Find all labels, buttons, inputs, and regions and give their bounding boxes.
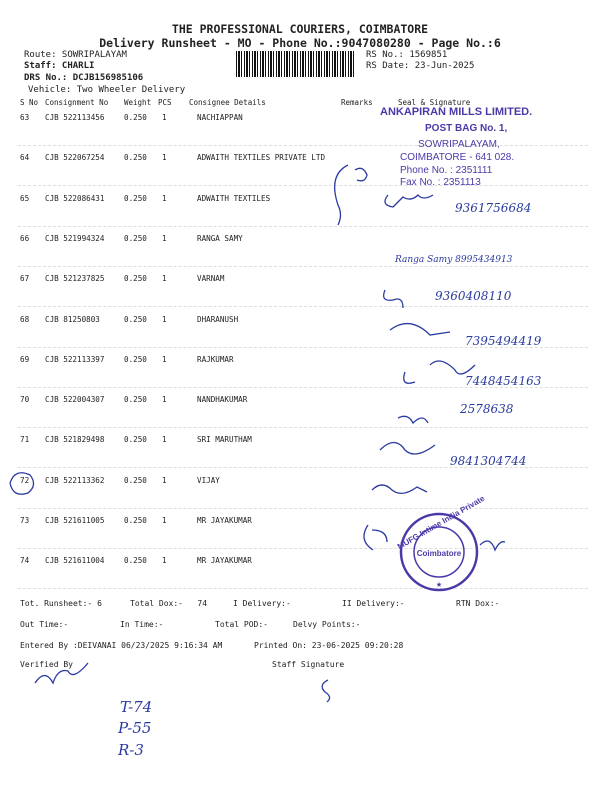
- cell-pcs: 1: [162, 516, 167, 525]
- cell-consignee: DHARANUSH: [197, 314, 239, 324]
- svg-text:COIMBATORE - 641 028.: COIMBATORE - 641 028.: [400, 152, 515, 163]
- cell-pcs: 1: [162, 556, 167, 566]
- cell-cn: CJB 522113456: [45, 113, 105, 122]
- in-time: In Time:-: [120, 620, 164, 629]
- cell-consignee: VARNAM: [197, 274, 225, 284]
- cell-pcs: 1: [162, 274, 167, 284]
- cell-weight: 0.250: [124, 314, 147, 324]
- col-weight: Weight: [124, 98, 152, 107]
- cell-cn: CJB 521611004: [45, 556, 105, 566]
- col-pcs: PCS: [158, 98, 172, 107]
- cell-sno: 64: [20, 153, 30, 163]
- cell-pcs: 1: [162, 113, 167, 122]
- cell-cn: CJB 522113362: [45, 475, 105, 485]
- verified-by: Verified By: [20, 660, 73, 669]
- svg-text:★: ★: [436, 579, 443, 590]
- rtn-dox: RTN Dox:-: [456, 599, 500, 608]
- svg-text:9360408110: 9360408110: [435, 289, 512, 303]
- cell-consignee: NANDHAKUMAR: [197, 395, 248, 405]
- cell-sno: 66: [20, 233, 30, 243]
- cell-consignee: ADWAITH TEXTILES: [197, 193, 271, 203]
- cell-cn: CJB 521994324: [45, 233, 105, 243]
- runsheet-subtitle: Delivery Runsheet - MO - Phone No.:9047080280 - Page No.:6: [99, 36, 501, 50]
- cell-cn: CJB 522004307: [45, 395, 105, 405]
- cell-weight: 0.250: [124, 556, 147, 566]
- cell-weight: 0.250: [124, 193, 147, 203]
- svg-text:POST BAG No. 1,: POST BAG No. 1,: [425, 123, 508, 134]
- cell-weight: 0.250: [124, 435, 147, 445]
- svg-text:2578638: 2578638: [460, 402, 514, 416]
- cell-cn: CJB 521237825: [45, 274, 105, 284]
- handwritten-numbers: [117, 201, 542, 759]
- svg-text:Phone No. : 2351111: Phone No. : 2351111: [400, 165, 493, 176]
- cell-sno: 69: [20, 354, 30, 364]
- col-consignment: Consignment No: [45, 98, 109, 107]
- svg-text:7448454163: 7448454163: [465, 374, 542, 388]
- tot-runsheet: Tot. Runsheet:- 6: [20, 599, 102, 608]
- cell-sno: 67: [20, 274, 30, 284]
- cell-sno: 73: [20, 516, 30, 525]
- cell-consignee: NACHIAPPAN: [197, 113, 243, 122]
- cell-sno: 74: [20, 556, 30, 566]
- rs-date: RS Date: 23-Jun-2025: [366, 61, 475, 71]
- col-remarks: Remarks: [341, 98, 373, 107]
- cell-pcs: 1: [162, 153, 167, 163]
- col-seal: Seal & Signature: [398, 98, 471, 107]
- staff: Staff: CHARLI: [24, 61, 95, 71]
- svg-text:9361756684: 9361756684: [455, 201, 532, 215]
- cell-consignee: RANGA SAMY: [197, 233, 243, 243]
- printed-on: Printed On: 23-06-2025 09:20:28: [254, 641, 404, 650]
- delvy-points: Delvy Points:-: [293, 620, 361, 629]
- svg-text:SOWRIPALAYAM,: SOWRIPALAYAM,: [418, 139, 500, 150]
- cell-sno: 72: [20, 475, 30, 485]
- cell-pcs: 1: [162, 354, 167, 364]
- cell-weight: 0.250: [124, 395, 147, 405]
- cell-sno: 71: [20, 435, 30, 445]
- route: Route: SOWRIPALAYAM: [24, 50, 127, 60]
- out-time: Out Time:-: [20, 620, 69, 629]
- rs-number: RS No.: 1569851: [366, 50, 448, 60]
- cell-pcs: 1: [162, 314, 167, 324]
- cell-consignee: MR JAYAKUMAR: [197, 516, 252, 525]
- cell-consignee: SRI MARUTHAM: [197, 435, 252, 445]
- cell-weight: 0.250: [124, 153, 147, 163]
- svg-text:Ranga Samy 8995434913: Ranga Samy 8995434913: [395, 255, 513, 265]
- col-sno: S No: [20, 98, 39, 107]
- company-title: THE PROFESSIONAL COURIERS, COIMBATORE: [171, 22, 429, 36]
- svg-text:Fax No. : 2351113: Fax No. : 2351113: [400, 177, 481, 188]
- cell-consignee: MR JAYAKUMAR: [197, 556, 252, 566]
- svg-text:MUFG Intime India Private: MUFG Intime India Private: [395, 493, 487, 552]
- mufg-stamp: [396, 494, 487, 590]
- cell-cn: CJB 81250803: [45, 314, 100, 324]
- cell-consignee: ADWAITH TEXTILES PRIVATE LTD: [197, 153, 326, 163]
- cell-sno: 68: [20, 314, 30, 324]
- svg-text:R-3: R-3: [118, 741, 144, 759]
- cell-cn: CJB 522067254: [45, 153, 105, 163]
- cell-sno: 63: [20, 113, 30, 122]
- cell-pcs: 1: [162, 475, 167, 485]
- cell-cn: CJB 522086431: [45, 193, 105, 203]
- cell-weight: 0.250: [124, 274, 147, 284]
- cell-consignee: VIJAY: [197, 475, 220, 485]
- vehicle: Vehicle: Two Wheeler Delivery: [28, 85, 186, 95]
- drs-number: DRS No.: DCJB156985106: [24, 73, 144, 83]
- cell-cn: CJB 521829498: [45, 435, 105, 445]
- svg-text:9841304744: 9841304744: [450, 454, 527, 468]
- svg-text:7395494419: 7395494419: [465, 334, 542, 348]
- cell-consignee: RAJKUMAR: [197, 354, 234, 364]
- svg-text:ANKAPIRAN MILLS LIMITED.: ANKAPIRAN MILLS LIMITED.: [380, 106, 533, 118]
- svg-text:Coimbatore: Coimbatore: [416, 549, 462, 558]
- cell-cn: CJB 522113397: [45, 354, 105, 364]
- i-delivery: I Delivery:-: [233, 599, 291, 608]
- cell-pcs: 1: [162, 233, 167, 243]
- cell-pcs: 1: [162, 395, 167, 405]
- entered-by: Entered By :DEIVANAI 06/23/2025 9:16:34 AM: [20, 641, 223, 650]
- mill-stamp: [380, 106, 532, 188]
- cell-weight: 0.250: [124, 516, 147, 525]
- total-pod: Total POD:-: [215, 620, 268, 629]
- cell-pcs: 1: [162, 435, 167, 445]
- ii-delivery: II Delivery:-: [342, 599, 405, 608]
- svg-text:T-74: T-74: [120, 698, 153, 716]
- cell-weight: 0.250: [124, 354, 147, 364]
- cell-sno: 65: [20, 193, 30, 203]
- cell-weight: 0.250: [124, 233, 147, 243]
- cell-pcs: 1: [162, 193, 167, 203]
- cell-cn: CJB 521611005: [45, 516, 105, 525]
- col-consignee: Consignee Details: [189, 98, 266, 107]
- cell-weight: 0.250: [124, 113, 147, 122]
- cell-sno: 70: [20, 395, 30, 405]
- staff-signature: Staff Signature: [272, 660, 345, 669]
- cell-weight: 0.250: [124, 475, 147, 485]
- svg-text:P-55: P-55: [118, 719, 152, 737]
- total-dox: Total Dox:- 74: [130, 599, 208, 608]
